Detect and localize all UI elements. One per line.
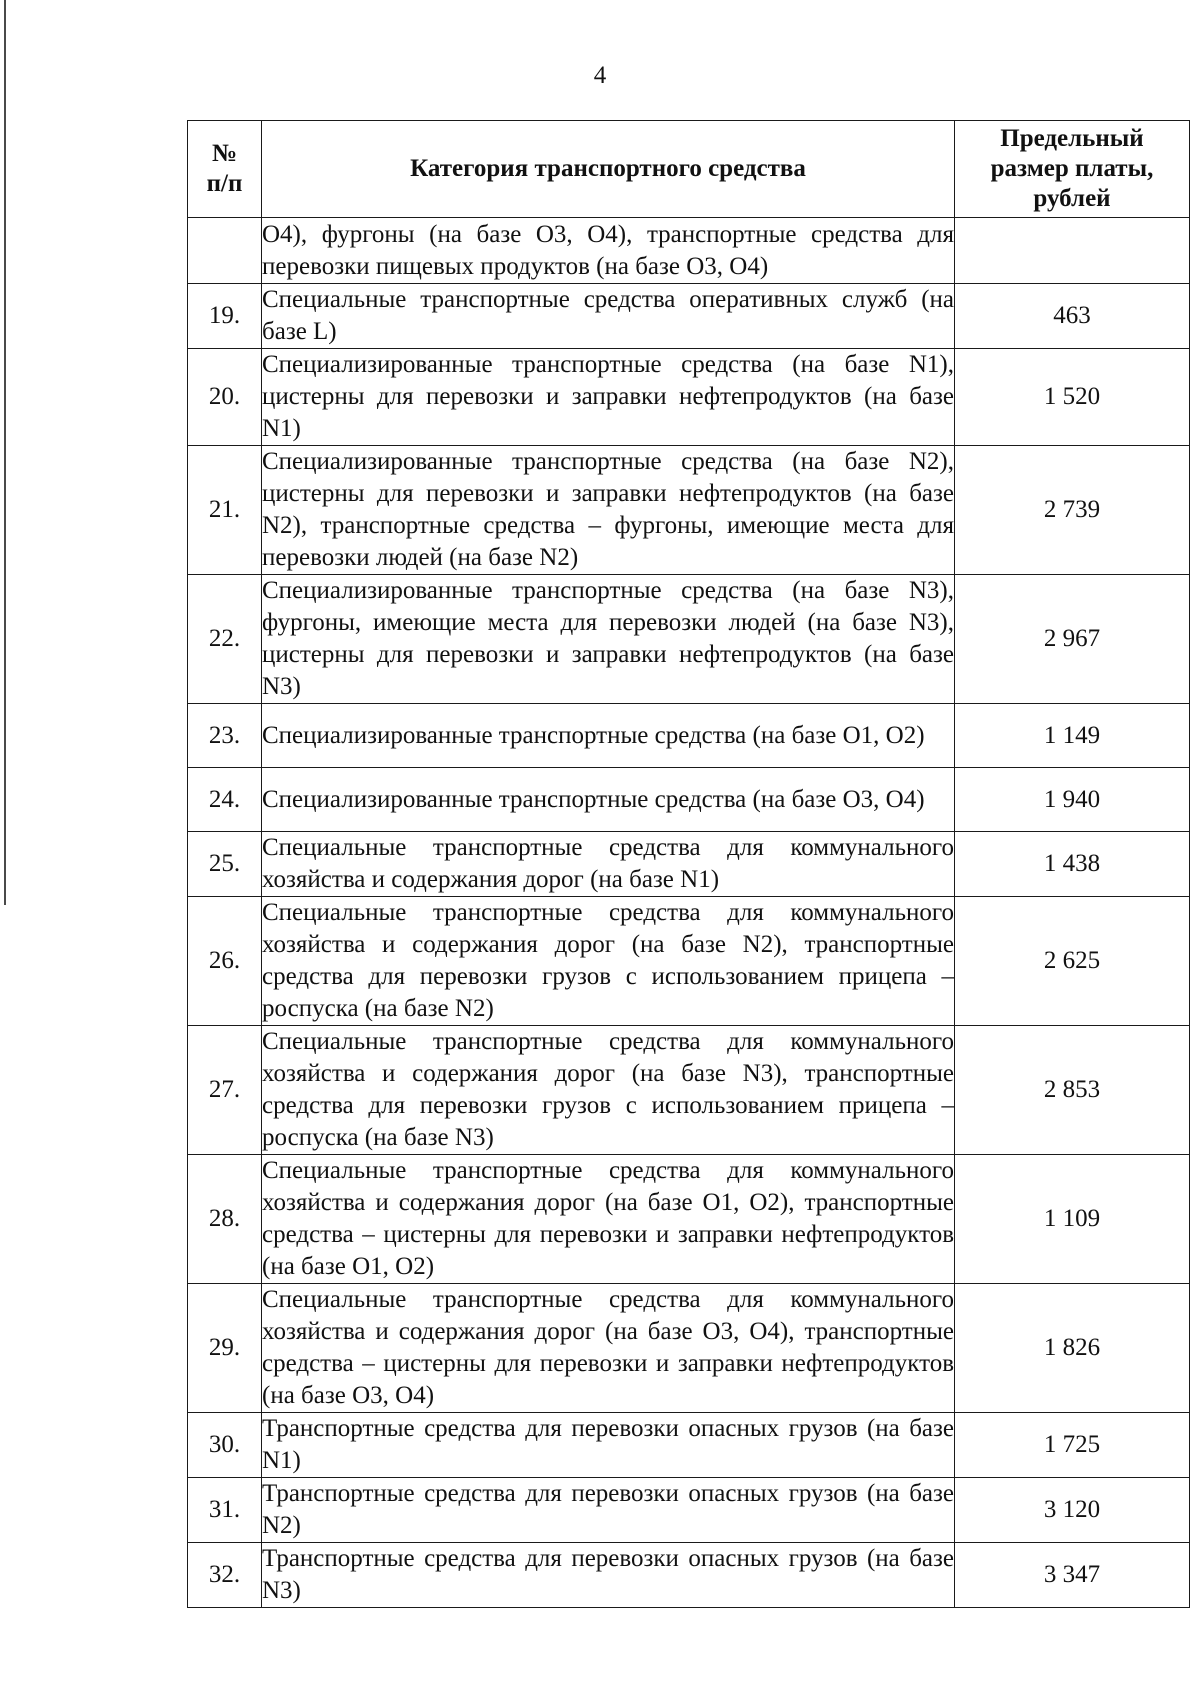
table-row — [188, 1543, 1190, 1608]
row-fee: 2 853 — [955, 1026, 1190, 1155]
table-row — [188, 1155, 1190, 1284]
row-category: Специализированные транспортные средства (на базе N2), цистерны для перевозки и заправки нефтепродуктов (на базе N2), транспортные средства – фургоны, имеющие места для перевозки людей (на базе N2) — [262, 446, 955, 575]
row-fee: 2 739 — [955, 446, 1190, 575]
table-row — [188, 446, 1190, 575]
row-number: 25. — [188, 832, 262, 897]
table-row — [188, 349, 1190, 446]
table-row — [188, 704, 1190, 768]
row-fee: 1 149 — [955, 704, 1190, 768]
row-category: Специализированные транспортные средства (на базе О3, О4) — [262, 768, 955, 832]
header-category: Категория транспортного средства — [262, 121, 955, 218]
header-number: № п/п — [188, 121, 262, 218]
row-number — [188, 218, 262, 284]
row-fee: 1 520 — [955, 349, 1190, 446]
table-row — [188, 897, 1190, 1026]
row-fee: 463 — [955, 284, 1190, 349]
row-category: Специальные транспортные средства для коммунального хозяйства и содержания дорог (на базе N2), транспортные средства для перевозки грузов с использованием прицепа – роспуска (на базе N2) — [262, 897, 955, 1026]
row-number: 30. — [188, 1413, 262, 1478]
row-number: 24. — [188, 768, 262, 832]
row-fee: 1 109 — [955, 1155, 1190, 1284]
table-row — [188, 1478, 1190, 1543]
fees-table — [187, 120, 1190, 1608]
table-header-row — [188, 121, 1190, 218]
row-category: Специальные транспортные средства для коммунального хозяйства и содержания дорог (на базе О3, О4), транспортные средства – цистерны для перевозки и заправки нефтепродуктов (на базе О3, О4) — [262, 1284, 955, 1413]
row-category: Транспортные средства для перевозки опасных грузов (на базе N2) — [262, 1478, 955, 1543]
row-number: 22. — [188, 575, 262, 704]
row-fee: 3 120 — [955, 1478, 1190, 1543]
row-fee: 1 438 — [955, 832, 1190, 897]
row-number: 19. — [188, 284, 262, 349]
row-number: 27. — [188, 1026, 262, 1155]
table-row — [188, 1026, 1190, 1155]
table-row — [188, 284, 1190, 349]
table-row — [188, 218, 1190, 284]
scan-edge-line — [4, 0, 6, 905]
row-category: Специализированные транспортные средства (на базе О1, О2) — [262, 704, 955, 768]
header-fee: Предельный размер платы, рублей — [955, 121, 1190, 218]
row-category: О4), фургоны (на базе О3, О4), транспортные средства для перевозки пищевых продуктов (на базе О3, О4) — [262, 218, 955, 284]
row-number: 31. — [188, 1478, 262, 1543]
table-row — [188, 768, 1190, 832]
row-category: Специальные транспортные средства оперативных служб (на базе L) — [262, 284, 955, 349]
row-category: Специальные транспортные средства для коммунального хозяйства и содержания дорог (на базе N1) — [262, 832, 955, 897]
table-row — [188, 832, 1190, 897]
row-number: 23. — [188, 704, 262, 768]
row-fee: 1 940 — [955, 768, 1190, 832]
row-number: 32. — [188, 1543, 262, 1608]
row-number: 26. — [188, 897, 262, 1026]
row-fee: 1 725 — [955, 1413, 1190, 1478]
row-category: Транспортные средства для перевозки опасных грузов (на базе N1) — [262, 1413, 955, 1478]
row-category: Специальные транспортные средства для коммунального хозяйства и содержания дорог (на базе N3), транспортные средства для перевозки грузов с использованием прицепа – роспуска (на базе N3) — [262, 1026, 955, 1155]
row-category: Транспортные средства для перевозки опасных грузов (на базе N3) — [262, 1543, 955, 1608]
page-number: 4 — [593, 62, 607, 89]
table-row — [188, 1413, 1190, 1478]
row-category: Специальные транспортные средства для коммунального хозяйства и содержания дорог (на базе О1, О2), транспортные средства – цистерны для перевозки и заправки нефтепродуктов (на базе О1, О2) — [262, 1155, 955, 1284]
row-fee: 3 347 — [955, 1543, 1190, 1608]
row-number: 21. — [188, 446, 262, 575]
row-fee: 2 625 — [955, 897, 1190, 1026]
row-fee: 2 967 — [955, 575, 1190, 704]
row-number: 29. — [188, 1284, 262, 1413]
row-category: Специализированные транспортные средства (на базе N3), фургоны, имеющие места для перевозки людей (на базе N3), цистерны для перевозки и заправки нефтепродуктов (на базе N3) — [262, 575, 955, 704]
row-number: 20. — [188, 349, 262, 446]
row-fee: 1 826 — [955, 1284, 1190, 1413]
table-row — [188, 1284, 1190, 1413]
row-number: 28. — [188, 1155, 262, 1284]
table-row — [188, 575, 1190, 704]
row-category: Специализированные транспортные средства (на базе N1), цистерны для перевозки и заправки нефтепродуктов (на базе N1) — [262, 349, 955, 446]
row-fee — [955, 218, 1190, 284]
